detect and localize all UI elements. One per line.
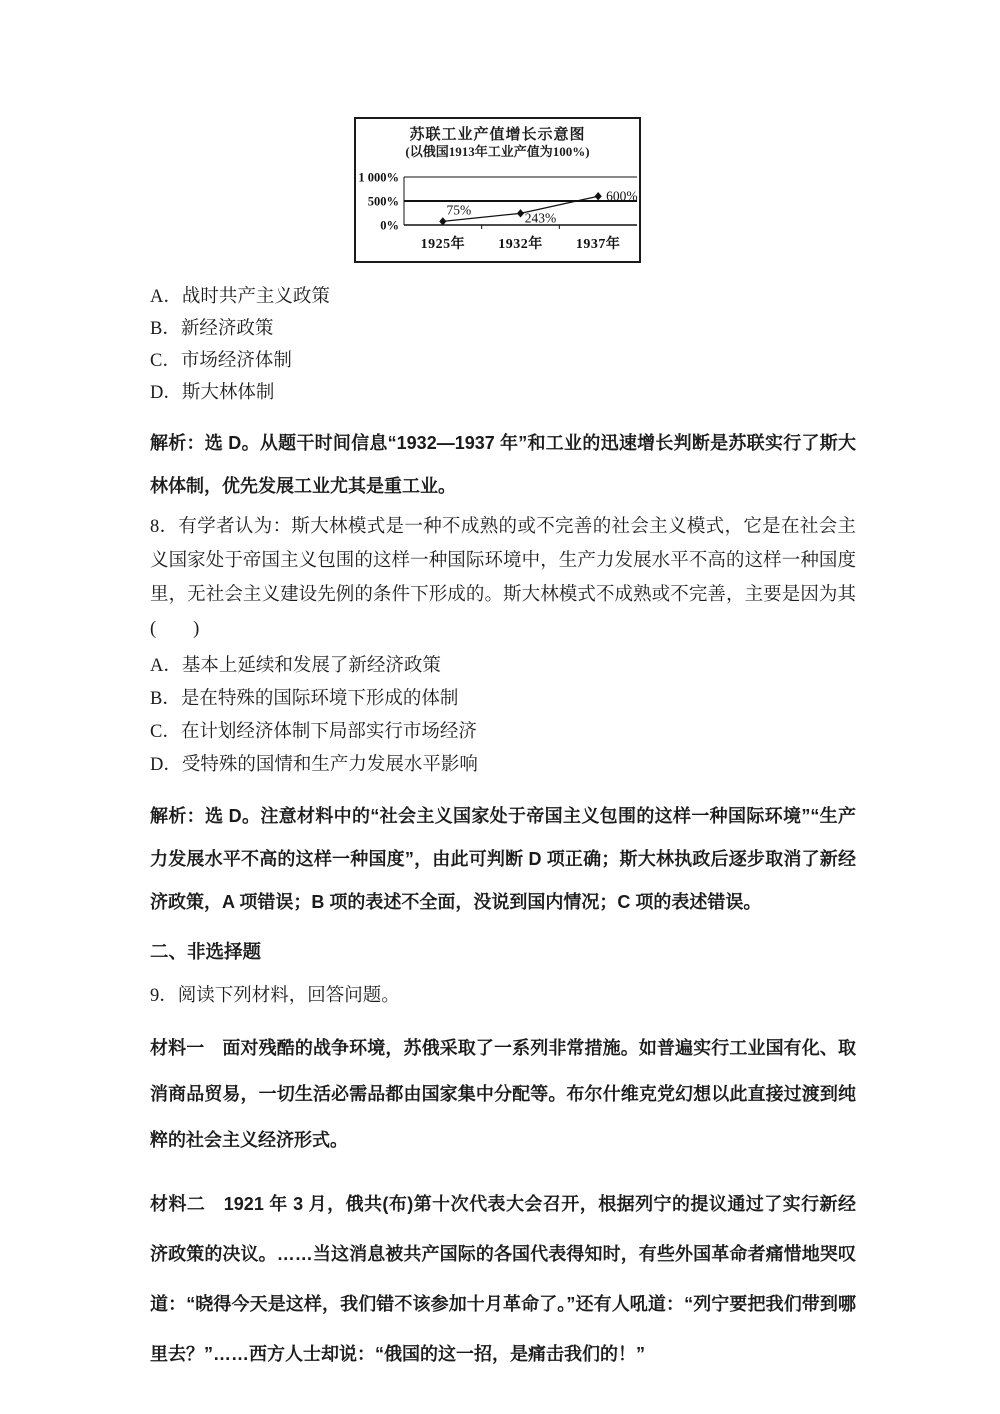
q8-analysis: 解析：选 D。注意材料中的“社会主义国家处于帝国主义包围的这样一种国际环境”“生产力发展水平不高的这样一种国度”，由此可判断 D 项正确；斯大林执政后逐步取消了新经济政策，A 项错误；B 项的表述不全面，没说到国内情况；C 项的表述错误。 [150,806,856,912]
question8-options [150,650,856,782]
svg-text:1932年: 1932年 [498,237,543,252]
q8-option-c: C．在计划经济体制下局部实行市场经济 [150,722,477,742]
q8-stem: 8．有学者认为：斯大林模式是一种不成熟的或不完善的社会主义模式，它是在社会主义国家处于帝国主义包围的这样一种国际环境中，生产力发展水平不高的这样一种国度里，无社会主义建设先例的条件下形成的。斯大林模式不成熟或不完善，主要是因为其( ) [150,517,856,639]
svg-text:75%: 75% [446,202,472,218]
q7-option-a: A．战时共产主义政策 [150,287,330,307]
q8-option-b: B．是在特殊的国际环境下形成的体制 [150,689,459,709]
chart-title: 苏联工业产值增长示意图 [409,127,586,143]
q7-analysis: 解析：选 D。从题干时间信息“1932—1937 年”和工业的迅速增长判断是苏联实行了斯大林体制，优先发展工业尤其是重工业。 [150,433,856,496]
svg-text:1 000%: 1 000% [358,170,399,185]
svg-text:500%: 500% [367,194,399,209]
q7-option-d: D．斯大林体制 [150,383,275,403]
soviet-industry-growth-chart [354,117,641,263]
q9-material-1: 材料一 面对残酷的战争环境，苏俄采取了一系列非常措施。如普遍实行工业国有化、取消商品贸易，一切生活必需品都由国家集中分配等。布尔什维克党幻想以此直接过渡到纯粹的社会主义经济形式。 [150,1038,856,1151]
line-chart [356,160,639,261]
question8-block [150,510,856,924]
question7-options [150,281,856,409]
exam-document-page [150,0,856,1379]
svg-text:1937年: 1937年 [575,237,621,252]
q9-material-2: 材料二 1921 年 3 月，俄共(布)第十次代表大会召开，根据列宁的提议通过了实行新经济政策的决议。……当这消息被共产国际的各国代表得知时，有些外国革命者痛惜地哭叹道：“晓得今天是这样，我们错不该参加十月革命了。”还有人吼道：“列宁要把我们带到哪里去？”……西方人士却说：“俄国的这一招，是痛击我们的！” [150,1194,856,1365]
q8-option-d: D．受特殊的国情和生产力发展水平影响 [150,755,478,775]
svg-text:1925年: 1925年 [420,237,466,252]
q7-option-b: B．新经济政策 [150,319,274,339]
chart-subtitle: (以俄国1913年工业产值为100%) [405,144,590,159]
q8-option-a: A．基本上延续和发展了新经济政策 [150,656,441,676]
svg-text:243%: 243% [524,210,557,226]
q9-intro: 9．阅读下列材料，回答问题。 [150,986,400,1007]
question7-block [150,281,856,508]
section2-block [150,938,856,1379]
svg-text:600%: 600% [606,188,638,204]
svg-text:0%: 0% [380,218,399,233]
section2-heading: 二、非选择题 [150,941,262,962]
q7-option-c: C．市场经济体制 [150,351,292,371]
